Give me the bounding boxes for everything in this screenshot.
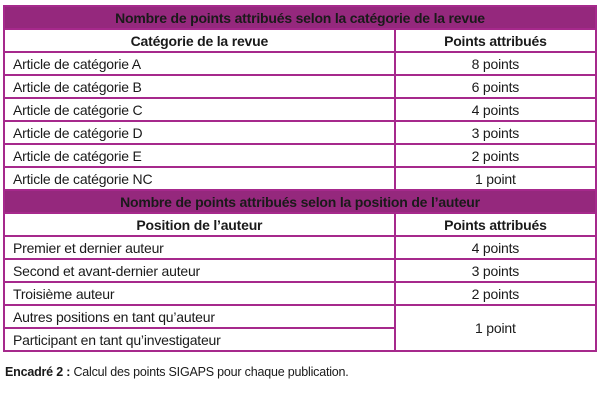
section-header-revue: Nombre de points attribués selon la catégorie de la revue [4,6,596,29]
row-label-cell: Article de catégorie A [4,52,395,75]
table-row [4,282,596,305]
sigaps-points-table [3,5,597,352]
row-value-cell: 2 points [395,144,596,167]
table-row [4,213,596,236]
table-caption [5,365,597,379]
table-row [4,98,596,121]
row-value-cell: 2 points [395,282,596,305]
table-row [4,236,596,259]
row-label-cell: Premier et dernier auteur [4,236,395,259]
row-label-cell: Article de catégorie C [4,98,395,121]
row-label-cell: Autres positions en tant qu’auteur [4,305,395,328]
caption-label: Encadré 2 : [5,365,71,379]
row-value-cell: 4 points [395,236,596,259]
row-label-cell: Troisième auteur [4,282,395,305]
column-header-points-revue: Points attribués [395,29,596,52]
row-value-cell: 3 points [395,121,596,144]
row-value-cell: 8 points [395,52,596,75]
table-row [4,6,596,29]
column-header-points-position: Points attribués [395,213,596,236]
row-value-cell: 4 points [395,98,596,121]
row-label-cell: Article de catégorie D [4,121,395,144]
table-row [4,144,596,167]
row-value-cell-merged: 1 point [395,305,596,351]
row-label-cell: Article de catégorie E [4,144,395,167]
caption-text: Calcul des points SIGAPS pour chaque publication. [70,365,349,379]
table-row [4,29,596,52]
table-row [4,190,596,213]
table-row [4,259,596,282]
row-label-cell: Article de catégorie NC [4,167,395,190]
column-header-position: Position de l’auteur [4,213,395,236]
row-label-cell: Article de catégorie B [4,75,395,98]
row-value-cell: 6 points [395,75,596,98]
table-row [4,167,596,190]
column-header-categorie: Catégorie de la revue [4,29,395,52]
section-header-position: Nombre de points attribués selon la position de l’auteur [4,190,596,213]
row-value-cell: 1 point [395,167,596,190]
row-label-cell: Participant en tant qu’investigateur [4,328,395,351]
row-label-cell: Second et avant-dernier auteur [4,259,395,282]
table-row [4,305,596,328]
table-row [4,52,596,75]
table-row [4,121,596,144]
row-value-cell: 3 points [395,259,596,282]
table-row [4,75,596,98]
